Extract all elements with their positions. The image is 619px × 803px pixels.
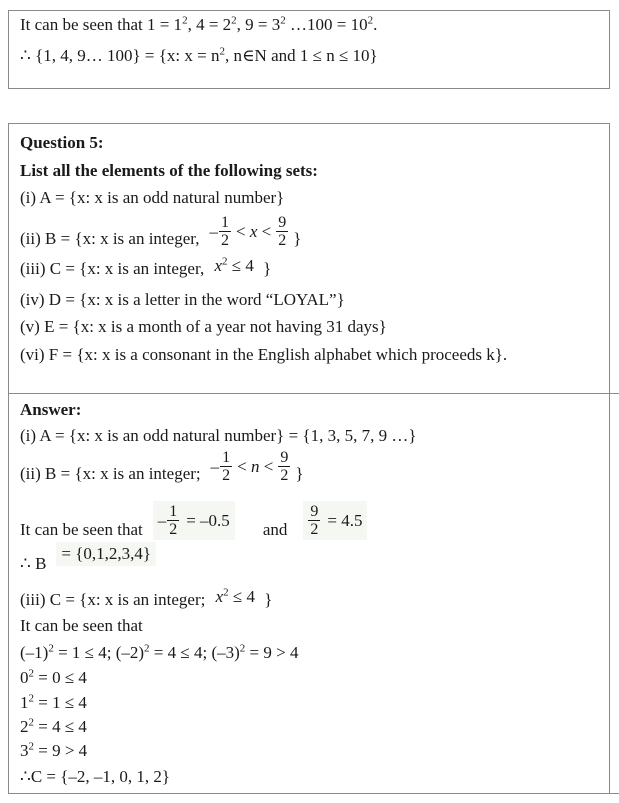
answer-square-1: $1^2 = 1 \le 4$ [20,692,87,712]
answer-b-result-row [20,544,156,574]
answer-square-2: $2^2 = 4 \le 4$ [20,716,87,736]
x-squared-condition: $x^2 \le 4$ [215,586,255,606]
inequality-expression [211,449,291,484]
fraction-numerator: 1 [169,503,178,520]
answer-title: Answer: [20,400,82,419]
answer-line-iii-suffix: } [264,590,273,609]
minus-sign: – [210,456,220,476]
half-equals-expression [153,501,235,540]
answer-seen-row [20,496,367,540]
inequality-middle: < n < [237,456,274,476]
question-item-iv: (iv) D = {x: x is a letter in the word “LOYAL”} [20,290,345,309]
question-item-iii-prefix: (iii) C = {x: x is an integer, [20,259,205,278]
answer-line-ii-prefix: (ii) B = {x: x is an integer; [20,464,201,483]
nine-halves-equals-expression [303,501,367,540]
fraction-denominator: 2 [278,232,287,249]
minus-sign: – [209,221,218,241]
and-text: and [262,520,288,539]
question-item-ii-prefix: (ii) B = {x: x is an integer, [20,229,200,248]
equals-value: = –0.5 [186,510,230,530]
fraction-one-half [167,503,179,538]
x-squared-condition: $x^2 \le 4$ [214,255,254,275]
question-item-ii-suffix: } [293,229,302,248]
fraction-nine-halves [278,449,290,484]
question-item-ii [20,205,301,249]
fraction-denominator: 2 [169,521,178,538]
b-set-value: = {0,1,2,3,4} [56,542,156,566]
fraction-denominator: 2 [222,467,231,484]
answer-line-i: (i) A = {x: x is an odd natural number} = {1, 3, 5, 7, 9 …} [20,426,417,445]
question-title: Question 5: [20,133,104,152]
minus-sign: – [157,510,167,530]
question-subtitle: List all the elements of the following sets: [20,161,318,180]
therefore-b-text: ∴ B [20,554,47,573]
question-item-vi: (vi) F = {x: x is a consonant in the English alphabet which proceeds k}. [20,345,508,364]
question-item-iii [20,257,271,281]
fraction-numerator: 1 [220,214,229,231]
answer-line-ii [20,440,304,484]
answer-c-result: ∴C = {–2, –1, 0, 1, 2} [20,767,171,786]
question-item-i: (i) A = {x: x is an odd natural number} [20,188,285,207]
answer-line-iii-prefix: (iii) C = {x: x is an integer; [20,590,206,609]
answer-squares-combined: $(-1)^2 = 1 \le 4$; $(-2)^2 = 4 \le 4$; $(-3)^2 = 9 > 4$ [20,642,299,662]
inequality-expression [209,214,288,249]
answer-line-ii-suffix: } [295,464,304,483]
question-answer-divider [8,393,619,394]
seen-text: It can be seen that [20,520,143,539]
answer-square-3: $3^2 = 9 > 4$ [20,740,88,760]
fraction-numerator: 1 [222,449,231,466]
fraction-numerator: 9 [280,449,289,466]
answer-line-iii [20,588,272,612]
inequality-middle: < x < [235,221,272,241]
fraction-denominator: 2 [220,232,229,249]
fraction-numerator: 9 [310,503,319,520]
fraction-denominator: 2 [310,521,319,538]
equals-value: = 4.5 [327,510,363,530]
note-line-2: ∴ {1, 4, 9… 100} = {x: $x = n^2$, n∈N and 1 ≤ n ≤ 10} [20,45,378,65]
fraction-nine-halves [308,503,320,538]
fraction-denominator: 2 [280,467,289,484]
fraction-one-half [220,449,232,484]
question-item-iii-suffix: } [263,259,272,278]
fraction-one-half [219,214,231,249]
fraction-numerator: 9 [278,214,287,231]
fraction-nine-halves [276,214,288,249]
note-line-1: It can be seen that $1 = 1^2$, $4 = 2^2$, $9 = 3^2$ …100 = $10^2$. [20,14,378,34]
answer-seen-2: It can be seen that [20,616,143,635]
answer-square-0: $0^2 = 0 \le 4$ [20,667,87,687]
box-bottom-border [8,793,619,794]
question-item-v: (v) E = {x: x is a month of a year not having 31 days} [20,317,387,336]
